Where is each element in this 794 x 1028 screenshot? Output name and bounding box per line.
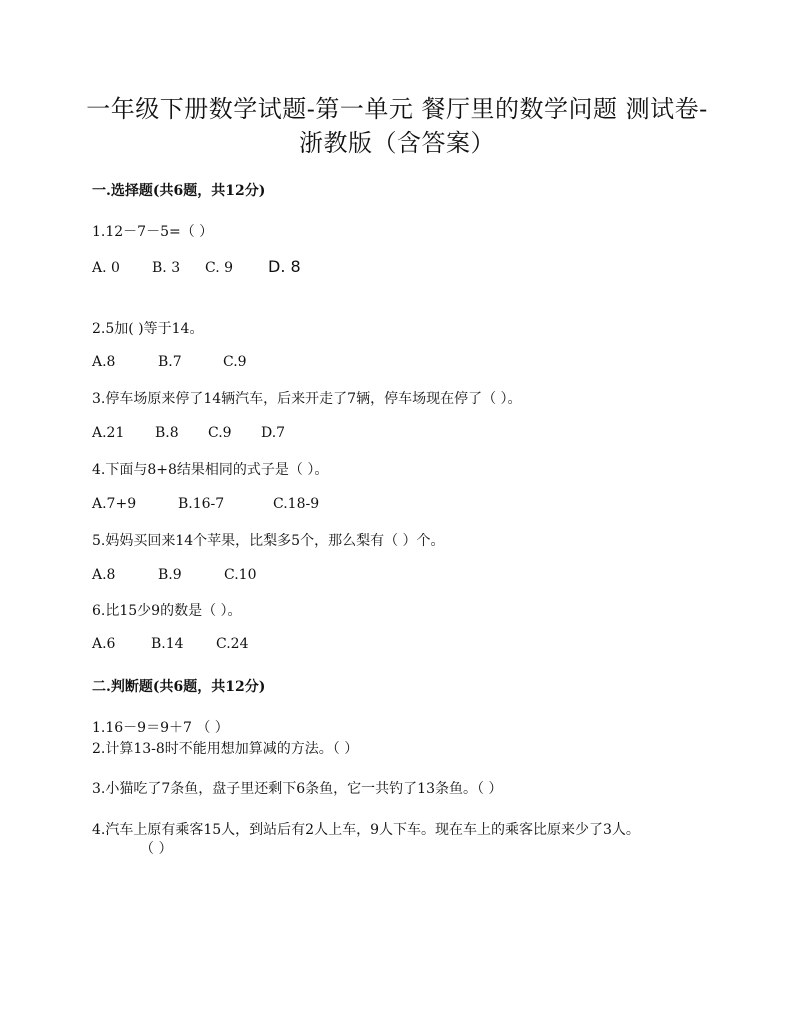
document-title [60,92,734,160]
option-b: B.16-7 [178,496,225,512]
judgment-4-answer-paren: （ ） [140,841,173,857]
option-c: C.18-9 [273,496,320,512]
question-1: 1.12－7－5=（ ） [92,224,214,240]
option-a: A. 0 [92,260,120,276]
judgment-2: 2.计算13-8时不能用想加算减的方法。（ ） [92,741,359,757]
option-a: A.8 [92,354,116,370]
option-c: C.24 [216,636,249,652]
option-c: C.9 [223,354,247,370]
question-5: 5.妈妈买回来14个苹果，比梨多5个，那么梨有（ ）个。 [92,533,445,549]
option-b: B.8 [155,425,179,441]
option-a: A.21 [92,425,125,441]
option-b: B.14 [151,636,184,652]
option-c: C.9 [208,425,232,441]
section-heading-judgment: 二.判断题(共6题，共12分) [92,679,266,695]
option-c: C. 9 [205,260,234,276]
judgment-1: 1.16－9＝9＋7 （ ） [92,720,229,736]
option-d: D. 8 [268,257,301,276]
question-4: 4.下面与8+8结果相同的式子是（ ）。 [92,462,329,478]
question-6: 6.比15少9的数是（ ）。 [92,603,242,619]
option-d: D.7 [261,425,286,441]
option-b: B. 3 [152,260,181,276]
option-b: B.7 [158,354,182,370]
judgment-3: 3.小猫吃了7条鱼，盘子里还剩下6条鱼，它一共钓了13条鱼。（ ） [92,781,503,797]
option-a: A.6 [92,636,116,652]
section-heading-choice: 一.选择题(共6题，共12分) [92,183,266,199]
question-3: 3.停车场原来停了14辆汽车，后来开走了7辆，停车场现在停了（ ）。 [92,391,522,407]
title-line-2: 浙教版（含答案） [299,129,495,157]
option-c: C.10 [224,567,257,583]
question-2: 2.5加( )等于14。 [92,321,204,337]
option-b: B.9 [158,567,182,583]
option-a: A.8 [92,567,116,583]
title-line-1: 一年级下册数学试题-第一单元 餐厅里的数学问题 测试卷- [86,95,708,123]
option-a: A.7+9 [92,496,137,512]
judgment-4: 4.汽车上原有乘客15人，到站后有2人上车，9人下车。现在车上的乘客比原来少了3人。 [92,822,640,838]
